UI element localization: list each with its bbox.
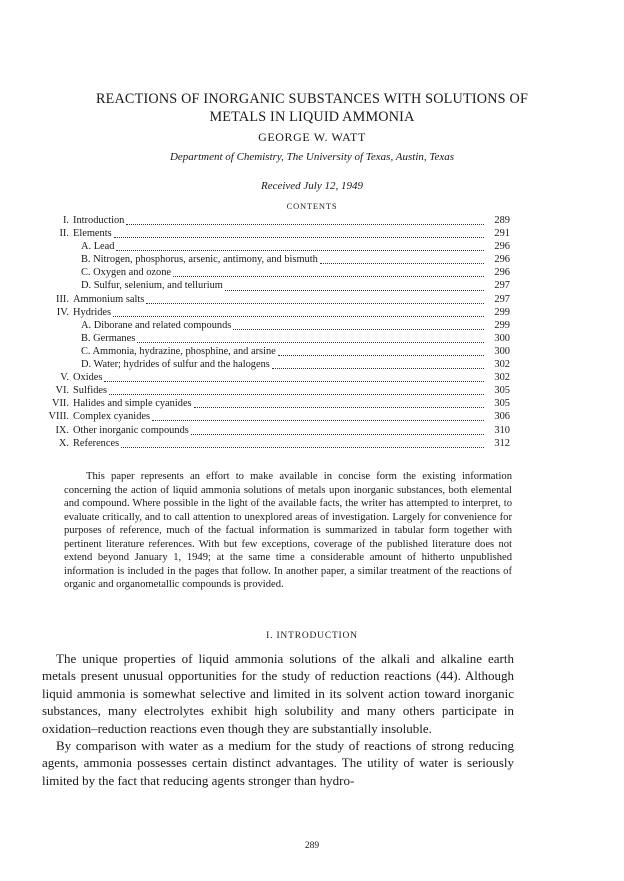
toc-entry [35, 332, 510, 345]
toc-leader-dots [152, 412, 484, 421]
toc-leader-dots [272, 360, 484, 369]
toc-entry [35, 279, 510, 292]
toc-entry-label: Oxides [73, 372, 103, 384]
toc-entry-number: X. [58, 437, 69, 449]
body-paragraph-2: By comparison with water as a medium for the study of reactions of strong reducing agents, ammonia possesses certain distinct advantages. The utility of water is seriously limited by the fact that reducing agents stronger than hydro- [42, 738, 514, 788]
toc-leader-dots [191, 426, 484, 435]
toc-entry-label: C. Ammonia, hydrazine, phosphine, and arsine [81, 345, 276, 357]
toc-entry-label: Ammonium salts [73, 293, 145, 305]
toc-entry-label: A. Lead [81, 241, 115, 253]
section-heading: I. INTRODUCTION [266, 631, 358, 641]
title-line-2: METALS IN LIQUID AMMONIA [209, 109, 415, 125]
toc-entry-page: 300 [494, 345, 510, 357]
toc-leader-dots [109, 386, 484, 395]
toc-entry-number: IX. [55, 424, 69, 436]
toc-entry [35, 214, 510, 227]
toc-entry-page: 297 [494, 280, 510, 292]
toc-entry-number: V. [60, 372, 69, 384]
contents-heading: CONTENTS [286, 201, 338, 211]
toc-entry-number: I. [62, 215, 69, 226]
toc-entry [35, 319, 510, 332]
toc-entry [35, 345, 510, 358]
toc-leader-dots [137, 334, 484, 343]
page-number: 289 [304, 841, 320, 851]
toc-entry-page: 296 [494, 241, 510, 253]
toc-entry-label: Halides and simple cyanides [73, 398, 192, 410]
toc-leader-dots [173, 268, 484, 277]
toc-leader-dots [278, 347, 484, 356]
toc-entry-page: 306 [494, 411, 510, 423]
toc-leader-dots [104, 373, 484, 382]
toc-entry [35, 410, 510, 423]
toc-entry-page: 299 [494, 319, 510, 331]
toc-leader-dots [116, 242, 484, 251]
toc-entry-page: 312 [494, 437, 510, 449]
toc-entry-label: Sulfides [73, 385, 108, 397]
body-paragraph-1: The unique properties of liquid ammonia solutions of the alkali and alkaline earth metals present unusual opportunities for the study of reduction reactions (44). Although liquid ammonia is somewhat selective and limited in its solvent action toward inorganic substances, many electrolytes exhibit high solubility and many others participate in oxidation–reduction reactions even though they are substantially insoluble. [42, 651, 514, 736]
toc-entry-page: 310 [494, 424, 510, 436]
toc-entry-label: Other inorganic compounds [73, 424, 189, 436]
toc-entry [35, 293, 510, 306]
received-date: Received July 12, 1949 [260, 180, 363, 192]
toc-entry-page: 300 [494, 332, 510, 344]
toc-entry-page: 289 [494, 215, 510, 226]
toc-entry-number: III. [56, 293, 69, 305]
toc-entry-label: D. Sulfur, selenium, and tellurium [81, 280, 223, 292]
author-name: GEORGE W. WATT [258, 130, 366, 144]
toc-entry-page: 291 [494, 228, 510, 240]
toc-entry-label: A. Diborane and related compounds [81, 319, 232, 331]
abstract-paragraph: This paper represents an effort to make available in concise form the existing information concerning the action of liquid ammonia solutions of metals upon inorganic substances, both elemental and compound. Where possible in the light of the available facts, the writer has attempted to interpret, to evaluate critically, and to call attention to unexplored areas of investigation. Largely for convenience for purposes of reference, much of the factual information is summarized in tabular form together with pertinent literature references. With but few exceptions, coverage of the published literature does not extend beyond January 1, 1949; at the same time a considerable amount of hitherto unpublished information is included in the pages that follow. In another paper, a similar treatment of the reactions of organic and organometallic compounds is provided. [64, 471, 512, 590]
toc-leader-dots [126, 216, 484, 225]
toc-entry [35, 397, 510, 410]
paper-title [0, 90, 624, 126]
toc-entry [35, 306, 510, 319]
toc-entry-page: 302 [494, 372, 510, 384]
toc-entry-label: B. Nitrogen, phosphorus, arsenic, antimony, and bismuth [81, 254, 318, 266]
toc-entry-label: C. Oxygen and ozone [81, 267, 172, 279]
toc-entry-page: 296 [494, 254, 510, 266]
toc-leader-dots [225, 282, 484, 291]
toc-leader-dots [320, 255, 484, 264]
toc-leader-dots [113, 308, 484, 317]
toc-leader-dots [194, 399, 484, 408]
toc-entry-label: Introduction [73, 215, 125, 226]
toc-entry-number: VII. [51, 398, 69, 410]
toc-entry-number: II. [59, 228, 69, 240]
toc-entry-number: VI. [55, 385, 69, 397]
title-line-1: REACTIONS OF INORGANIC SUBSTANCES WITH SOLUTIONS OF [95, 91, 529, 107]
toc-entry [35, 253, 510, 266]
author-affiliation: Department of Chemistry, The University of Texas, Austin, Texas [169, 151, 455, 163]
toc-entry-label: Complex cyanides [73, 411, 151, 423]
toc-entry [35, 371, 510, 384]
toc-leader-dots [121, 439, 484, 448]
body-text [42, 650, 514, 789]
toc-entry-page: 305 [494, 385, 510, 397]
toc-entry [35, 240, 510, 253]
toc-leader-dots [114, 229, 484, 238]
toc-entry-label: References [73, 437, 120, 449]
toc-entry-label: Hydrides [73, 306, 112, 318]
toc-entry-page: 299 [494, 306, 510, 318]
toc-entry-page: 305 [494, 398, 510, 410]
toc-entry [35, 358, 510, 371]
toc-entry [35, 437, 510, 450]
toc-leader-dots [146, 295, 484, 304]
toc-entry [35, 266, 510, 279]
table-of-contents [35, 214, 510, 450]
toc-entry-page: 302 [494, 359, 510, 371]
toc-entry-page: 297 [494, 293, 510, 305]
toc-entry-label: B. Germanes [81, 332, 136, 344]
toc-entry-number: IV. [56, 306, 69, 318]
toc-entry-label: Elements [73, 228, 112, 240]
toc-entry [35, 384, 510, 397]
toc-entry-page: 296 [494, 267, 510, 279]
toc-entry [35, 424, 510, 437]
toc-entry [35, 227, 510, 240]
toc-leader-dots [233, 321, 484, 330]
toc-entry-number: VIII. [48, 411, 69, 423]
toc-entry-label: D. Water; hydrides of sulfur and the halogens [81, 359, 270, 371]
